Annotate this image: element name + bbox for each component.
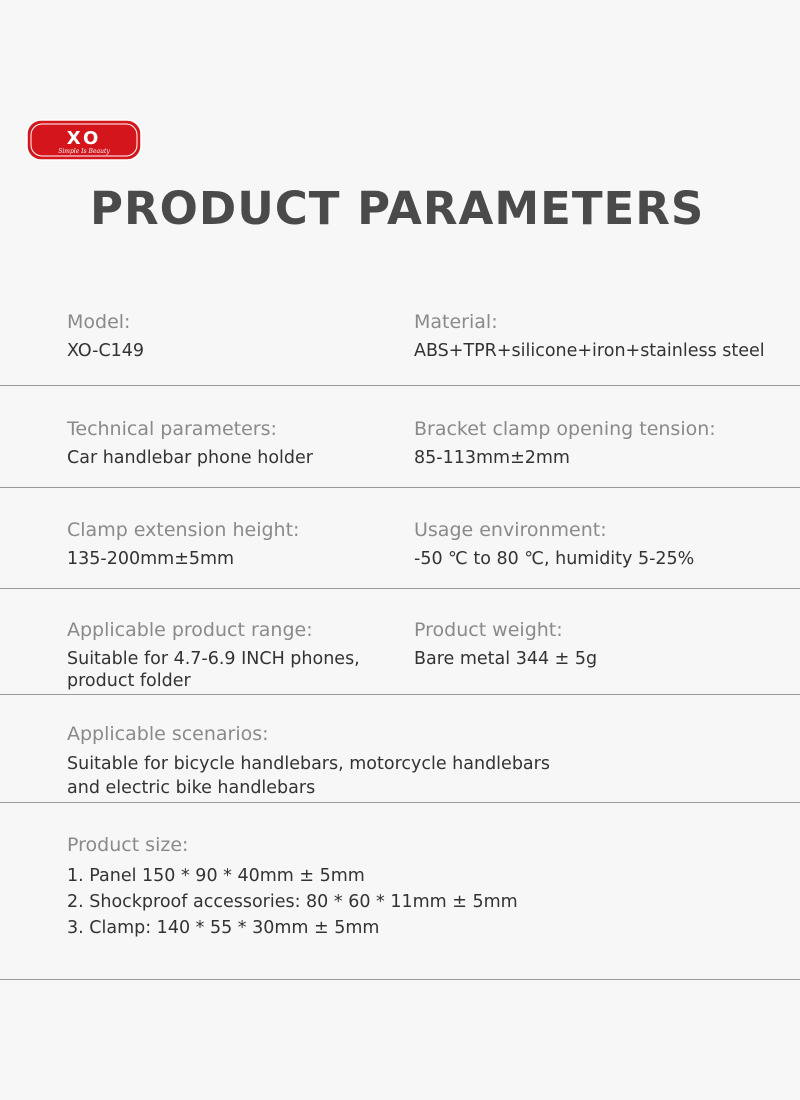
param-label: Bracket clamp opening tension: <box>414 418 716 440</box>
param-weight <box>414 618 597 670</box>
divider <box>0 694 800 695</box>
logo-text: XO <box>66 128 102 149</box>
list-item: 2. Shockproof accessories: 80 * 60 * 11mm ± 5mm <box>67 892 518 912</box>
param-clamp-tension <box>414 417 716 470</box>
param-value: ABS+TPR+silicone+iron+stainless steel <box>414 341 765 361</box>
brand-logo <box>26 119 142 161</box>
page-title: PRODUCT PARAMETERS <box>90 182 705 235</box>
param-usage-environment <box>414 518 694 571</box>
xo-logo-icon <box>26 119 142 161</box>
divider <box>0 588 800 589</box>
param-material <box>414 310 765 363</box>
param-label: Applicable product range: <box>67 619 313 641</box>
param-value: Suitable for 4.7-6.9 INCH phones, <box>67 649 360 669</box>
param-value: and electric bike handlebars <box>67 778 316 798</box>
divider <box>0 385 800 386</box>
param-label: Model: <box>67 311 131 333</box>
param-label: Product weight: <box>414 619 563 641</box>
param-value: Suitable for bicycle handlebars, motorcycle handlebars <box>67 754 550 774</box>
param-value: product folder <box>67 671 191 691</box>
param-value: -50 ℃ to 80 ℃, humidity 5-25% <box>414 549 695 569</box>
param-label: Technical parameters: <box>67 418 277 440</box>
param-technical <box>67 417 313 470</box>
param-value: 135-200mm±5mm <box>67 549 235 569</box>
param-model <box>67 310 144 363</box>
param-value: Car handlebar phone holder <box>67 448 313 468</box>
list-item: 3. Clamp: 140 * 55 * 30mm ± 5mm <box>67 918 380 938</box>
param-label: Material: <box>414 311 498 333</box>
logo-tagline: Simple Is Beauty <box>58 148 110 155</box>
param-value: 85-113mm±2mm <box>414 448 570 468</box>
param-product-range <box>67 618 360 692</box>
param-label: Clamp extension height: <box>67 519 300 541</box>
param-extension-height <box>67 518 299 571</box>
size-list <box>67 863 518 941</box>
param-value: Bare metal 344 ± 5g <box>414 649 598 669</box>
divider <box>0 802 800 803</box>
param-value: XO-C149 <box>67 341 145 361</box>
param-label: Usage environment: <box>414 519 607 541</box>
param-label: Product size: <box>67 834 189 856</box>
list-item: 1. Panel 150 * 90 * 40mm ± 5mm <box>67 866 365 886</box>
divider <box>0 979 800 980</box>
divider <box>0 487 800 488</box>
param-label: Applicable scenarios: <box>67 723 269 745</box>
